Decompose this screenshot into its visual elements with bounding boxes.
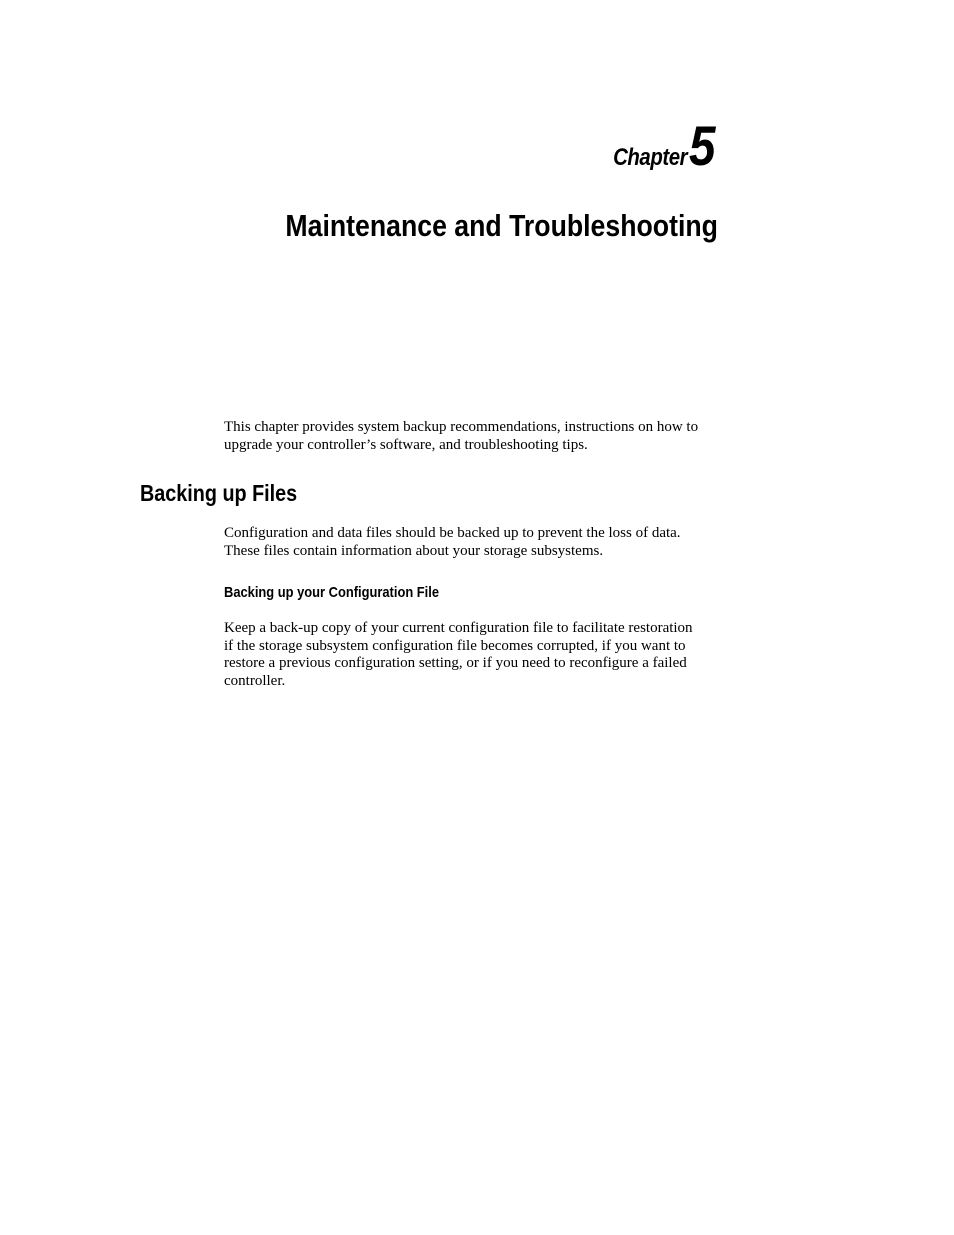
intro-line: This chapter provides system backup recommendations, instructions on how to bbox=[224, 419, 699, 435]
chapter-word: Chapter bbox=[612, 144, 687, 171]
chapter-title: Maintenance and Troubleshooting bbox=[285, 208, 718, 243]
intro-line: upgrade your controller’s software, and troubleshooting tips. bbox=[224, 436, 588, 453]
subsection-line: if the storage subsystem configuration file becomes corrupted, if you want to bbox=[224, 637, 686, 654]
section-line: Configuration and data files should be backed up to prevent the loss of data. bbox=[224, 525, 681, 541]
subsection-line: restore a previous configuration setting, or if you need to reconfigure a failed bbox=[224, 655, 687, 671]
subsection-line: Keep a back-up copy of your current configuration file to facilitate restoration bbox=[224, 620, 693, 636]
subsection-paragraph bbox=[224, 620, 724, 690]
subsection-line: controller. bbox=[224, 672, 286, 689]
section-line: These files contain information about your storage subsystems. bbox=[224, 542, 604, 559]
section-heading: Backing up Files bbox=[140, 480, 298, 506]
subsection-heading: Backing up your Configuration File bbox=[224, 584, 440, 601]
intro-paragraph bbox=[224, 419, 724, 454]
chapter-label bbox=[600, 114, 720, 177]
section-paragraph bbox=[224, 525, 724, 560]
chapter-number: 5 bbox=[688, 114, 716, 177]
